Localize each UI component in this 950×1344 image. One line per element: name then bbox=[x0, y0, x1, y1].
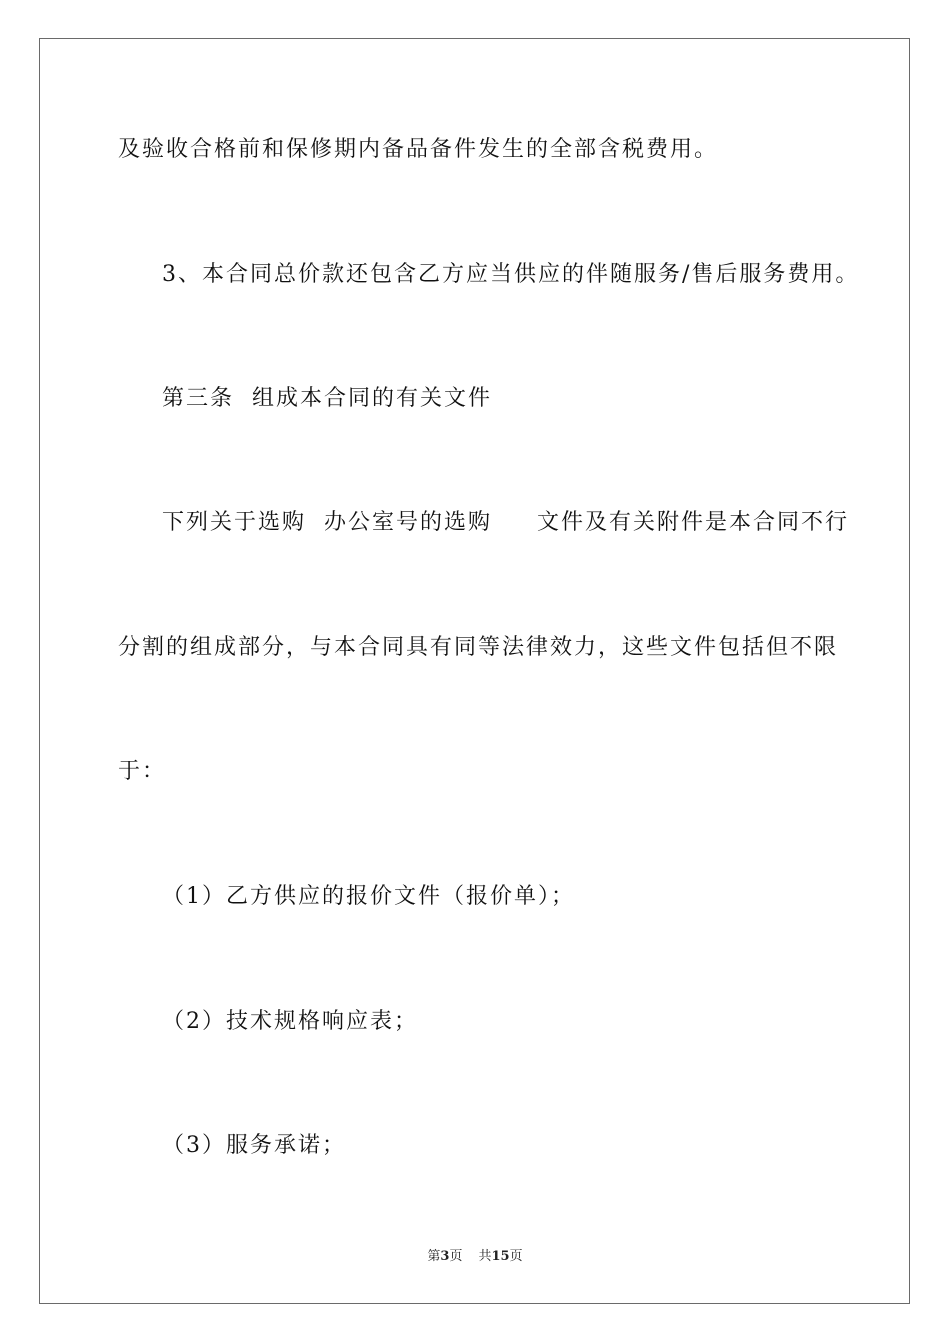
page-footer bbox=[0, 1248, 950, 1266]
page-frame bbox=[39, 38, 910, 1304]
page-label-prefix: 第 bbox=[427, 1249, 441, 1264]
list-item-2: （2）技术规格响应表； bbox=[162, 1009, 418, 1034]
list-item-3: （3）服务承诺； bbox=[162, 1133, 346, 1158]
page-number: 3 bbox=[440, 1249, 450, 1264]
total-label-suffix: 页 bbox=[509, 1249, 523, 1264]
text-line-2: 3、本合同总价款还包含乙方应当供应的伴随服务/售后服务费用。 bbox=[162, 262, 860, 287]
text-line-6: 于： bbox=[118, 759, 167, 784]
text-line-5: 分割的组成部分，与本合同具有同等法律效力，这些文件包括但不限 bbox=[118, 635, 839, 660]
text-line-4: 下列关于选购 办公室号的选购 文件及有关附件是本合同不行 bbox=[162, 510, 849, 535]
text-line-1: 及验收合格前和保修期内备品备件发生的全部含税费用。 bbox=[118, 137, 719, 162]
list-item-1: （1）乙方供应的报价文件（报价单）； bbox=[162, 884, 575, 909]
page-label-suffix: 页 bbox=[449, 1249, 463, 1264]
total-label-prefix: 共 bbox=[478, 1249, 492, 1264]
section-heading: 第三条 组成本合同的有关文件 bbox=[162, 386, 492, 411]
total-pages: 15 bbox=[491, 1249, 510, 1264]
